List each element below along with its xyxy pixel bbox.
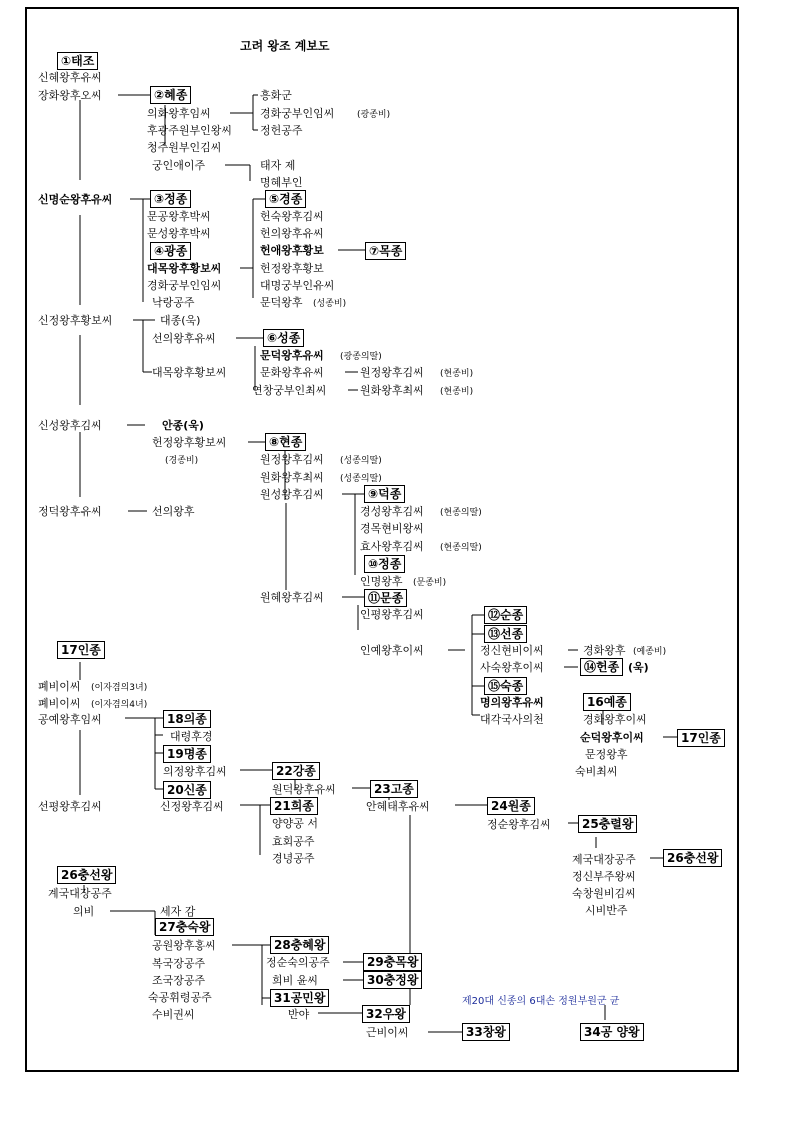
consort-label: 공원왕후홍씨 (152, 939, 216, 952)
king-box-32: 32우왕 (362, 1005, 410, 1023)
king-box-3: ③정종 (150, 190, 191, 208)
king-box-15: ⑮숙종 (484, 677, 527, 695)
child-label: 태자 제 (260, 159, 296, 172)
king-box-2: ②혜종 (150, 86, 191, 104)
consort-label: 정신부주왕씨 (572, 870, 636, 883)
king-box-18: 18의종 (163, 710, 211, 728)
king-box-10: ⑩정종 (364, 555, 405, 573)
consort-label: 청주원부인김씨 (147, 141, 222, 154)
note-label: (현종비) (440, 369, 474, 379)
consort-label: 제국대장공주 (572, 853, 636, 866)
consort-label: 복국장공주 (152, 957, 206, 970)
consort-label: 순덕왕후이씨 (580, 731, 644, 744)
consort-label: 선의왕후유씨 (152, 332, 216, 345)
king-box-30: 30충정왕 (363, 971, 422, 989)
consort-label: 반야 (288, 1008, 310, 1021)
child-label: 대종(욱) (160, 314, 201, 327)
child-label: 경화궁부인임씨 (260, 107, 335, 120)
consort-label: 낙랑공주 (152, 296, 195, 309)
consort-label: 정신현비이씨 (480, 644, 544, 657)
note-label: (경종비) (165, 456, 199, 466)
consort-label: 대목왕후황보씨 (147, 262, 222, 275)
king-box-5: ⑤경종 (265, 190, 306, 208)
consort-label: 숙공휘령공주 (148, 991, 212, 1004)
note-label: (현종의딸) (440, 508, 482, 518)
king-box-13: ⑬선종 (484, 625, 527, 643)
king-box-16: 16예종 (583, 693, 631, 711)
footnote: 제20대 신종의 6대손 정원부원군 균 (462, 996, 620, 1007)
consort-label: 의비 (73, 905, 95, 918)
king-box-25: 25충렬왕 (578, 815, 637, 833)
consort-label: 숙창원비김씨 (572, 887, 636, 900)
child-label: 경녕공주 (272, 852, 315, 865)
child-label: 선의왕후 (152, 505, 195, 518)
consort-label: 문덕왕후유씨 (260, 349, 324, 362)
consort-label: 문화왕후유씨 (260, 366, 324, 379)
note-label: (이자겸의4녀) (91, 700, 148, 710)
consort-label: 시비반주 (585, 904, 628, 917)
consort-label: 신정왕후김씨 (160, 800, 224, 813)
consort-label: 원혜왕후김씨 (260, 591, 324, 604)
consort-label: 헌의왕후유씨 (260, 227, 324, 240)
king-box-8: ⑧현종 (265, 433, 306, 451)
consort-label: 계국대장공주 (48, 887, 112, 900)
consort-label: 정순왕후김씨 (487, 818, 551, 831)
consort-label: 문정왕후 (585, 748, 628, 761)
consort-label: 정덕왕후유씨 (38, 505, 102, 518)
king-box-17b: 17인종 (677, 729, 725, 747)
note-label: (현종비) (440, 387, 474, 397)
consort-label: 경성왕후김씨 (360, 505, 424, 518)
consort-label: 정순숙의공주 (266, 956, 330, 969)
king-box-19: 19명종 (163, 745, 211, 763)
consort-label: 의화왕후임씨 (147, 107, 211, 120)
king-box-31: 31공민왕 (270, 989, 329, 1007)
consort-label: 원화왕후최씨 (360, 384, 424, 397)
king-box-22: 22강종 (272, 762, 320, 780)
consort-label: 문덕왕후 (260, 296, 303, 309)
consort-label: 원덕왕후유씨 (272, 783, 336, 796)
consort-label: 대목왕후황보씨 (152, 366, 227, 379)
child-label: 정헌공주 (260, 124, 303, 137)
consort-label: 효사왕후김씨 (360, 540, 424, 553)
king-box-28: 28충혜왕 (270, 936, 329, 954)
consort-label: 연창궁부인최씨 (252, 384, 327, 397)
consort-label: 안혜태후유씨 (366, 800, 430, 813)
consort-label: 신정왕후황보씨 (38, 314, 113, 327)
child-label: 명혜부인 (260, 176, 303, 189)
king-box-11: ⑪문종 (364, 589, 407, 607)
note-label: (현종의딸) (440, 543, 482, 553)
note-label: (이자겸의3녀) (91, 683, 148, 693)
king-box-7: ⑦목종 (365, 242, 406, 260)
note-label: (문종비) (413, 578, 447, 588)
consort-label: 인예왕후이씨 (360, 644, 424, 657)
consort-label: 신명순왕후유씨 (38, 193, 113, 206)
consort-label: 폐비이씨 (38, 697, 81, 710)
consort-label: 사숙왕후이씨 (480, 661, 544, 674)
child-label: (욱) (628, 661, 649, 674)
king-box-27: 27충숙왕 (155, 918, 214, 936)
consort-label: 신혜왕후유씨 (38, 71, 102, 84)
consort-label: 문성왕후박씨 (147, 227, 211, 240)
consort-label: 원정왕후김씨 (360, 366, 424, 379)
child-label: 대령후경 (170, 730, 213, 743)
consort-label: 원성왕후김씨 (260, 488, 324, 501)
consort-label: 근비이씨 (366, 1026, 409, 1039)
king-box-26a: 26충선왕 (57, 866, 116, 884)
consort-label: 대명궁부인유씨 (260, 279, 335, 292)
king-box-29: 29충목왕 (363, 953, 422, 971)
king-box-34: 34공 양왕 (580, 1023, 644, 1041)
king-box-6: ⑥성종 (263, 329, 304, 347)
consort-label: 조국장공주 (152, 974, 206, 987)
note-label: (광종의딸) (340, 352, 382, 362)
consort-label: 경화왕후이씨 (583, 713, 647, 726)
consort-label: 헌숙왕후김씨 (260, 210, 324, 223)
consort-label: 헌애왕후황보 (260, 244, 324, 257)
consort-label: 원화왕후최씨 (260, 471, 324, 484)
consort-label: 수비권씨 (152, 1008, 195, 1021)
king-box-9: ⑨덕종 (364, 485, 405, 503)
consort-label: 문공왕후박씨 (147, 210, 211, 223)
king-box-4: ④광종 (150, 242, 191, 260)
king-box-21: 21희종 (270, 797, 318, 815)
king-box-20: 20신종 (163, 781, 211, 799)
consort-label: 인명왕후 (360, 575, 403, 588)
consort-label: 의정왕후김씨 (163, 765, 227, 778)
child-label: 양양공 서 (272, 817, 319, 830)
king-box-1: ①태조 (57, 52, 98, 70)
consort-label: 후광주원부인왕씨 (147, 124, 233, 137)
king-box-26b: 26충선왕 (663, 849, 722, 867)
consort-label: 궁인애이주 (152, 159, 206, 172)
consort-label: 공예왕후임씨 (38, 713, 102, 726)
consort-label: 헌정왕후황보 (260, 262, 324, 275)
child-label: 대각국사의천 (480, 713, 544, 726)
child-label: 효회공주 (272, 835, 315, 848)
note-label: (예종비) (633, 647, 667, 657)
king-box-12: ⑫순종 (484, 606, 527, 624)
consort-label: 원정왕후김씨 (260, 453, 324, 466)
consort-label: 숙비최씨 (575, 765, 618, 778)
note-label: (성종의딸) (340, 474, 382, 484)
note-label: (성종비) (313, 299, 347, 309)
consort-label: 경화왕후 (583, 644, 626, 657)
consort-label: 명의왕후유씨 (480, 696, 544, 709)
consort-label: 장화왕후오씨 (38, 89, 102, 102)
king-box-24: 24원종 (487, 797, 535, 815)
consort-label: 희비 윤씨 (272, 974, 319, 987)
page-title: 고려 왕조 계보도 (240, 39, 330, 53)
consort-label: 인평왕후김씨 (360, 608, 424, 621)
consort-label: 폐비이씨 (38, 680, 81, 693)
consort-label: 경목현비왕씨 (360, 522, 424, 535)
king-box-14: ⑭헌종 (580, 658, 623, 676)
consort-label: 선평왕후김씨 (38, 800, 102, 813)
note-label: (성종의딸) (340, 456, 382, 466)
king-box-17a: 17인종 (57, 641, 105, 659)
note-label: (광종비) (357, 110, 391, 120)
king-box-23: 23고종 (370, 780, 418, 798)
child-label: 흥화군 (260, 89, 292, 102)
consort-label: 신성왕후김씨 (38, 419, 102, 432)
child-label: 안종(욱) (162, 419, 204, 432)
child-label: 세자 감 (160, 905, 196, 918)
king-box-33: 33창왕 (462, 1023, 510, 1041)
consort-label: 헌정왕후황보씨 (152, 436, 227, 449)
consort-label: 경화궁부인임씨 (147, 279, 222, 292)
